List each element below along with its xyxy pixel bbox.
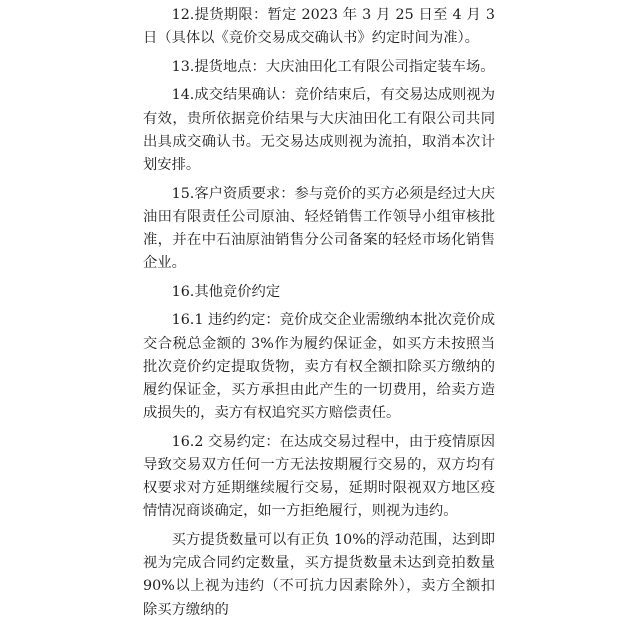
clause-16-2-trading: 16.2 交易约定：在达成交易过程中，由于疫情原因导致交易双方任何一方无法按期履行交易的，双方均有权要求对方延期继续履行交易，延期时限视双方地区疫情情况商谈确定，如一方拒绝履行，则视为违约。 xyxy=(143,433,495,520)
clause-16-heading: 16.其他竞价约定 xyxy=(171,283,281,300)
document-body xyxy=(143,4,495,627)
clause-14-result-confirmation: 14.成交结果确认：竞价结束后，有交易达成则视为有效，贵所依据竞价结果与大庆油田化工有限公司共同出具成交确认书。无交易达成则视为流拍，取消本次计划安排。 xyxy=(143,87,495,173)
clause-quantity-tolerance: 买方提货数量可以有正负 10%的浮动范围，达到即视为完成合同约定数量，买方提货数量未达到竞拍数量 90%以上视为违约（不可抗力因素除外），卖方全额扣除买方缴纳的 xyxy=(143,532,495,618)
clause-13-delivery-location: 13.提货地点：大庆油田化工有限公司指定装车场。 xyxy=(171,58,495,75)
clause-15-customer-qualification: 15.客户资质要求：参与竞价的买方必须是经过大庆油田有限责任公司原油、轻烃销售工作领导小组审核批准，并在中石油原油销售分公司备案的轻烃市场化销售企业。 xyxy=(143,185,495,272)
clause-16-1-breach: 16.1 违约约定：竞价成交企业需缴纳本批次竞价成交合税总金额的 3%作为履约保证金，如买方未按照当批次竞价约定提取货物，卖方有权全额扣除买方缴纳的履约保证金，买方承担由此产生的一切费用，给卖方造成损失的，卖方有权追究买方赔偿责任。 xyxy=(143,312,495,422)
clause-12-delivery-period: 12.提货期限：暂定 2023 年 3 月 25 日至 4 月 3 日（具体以《竞价交易成交确认书》约定时间为准）。 xyxy=(143,7,495,47)
